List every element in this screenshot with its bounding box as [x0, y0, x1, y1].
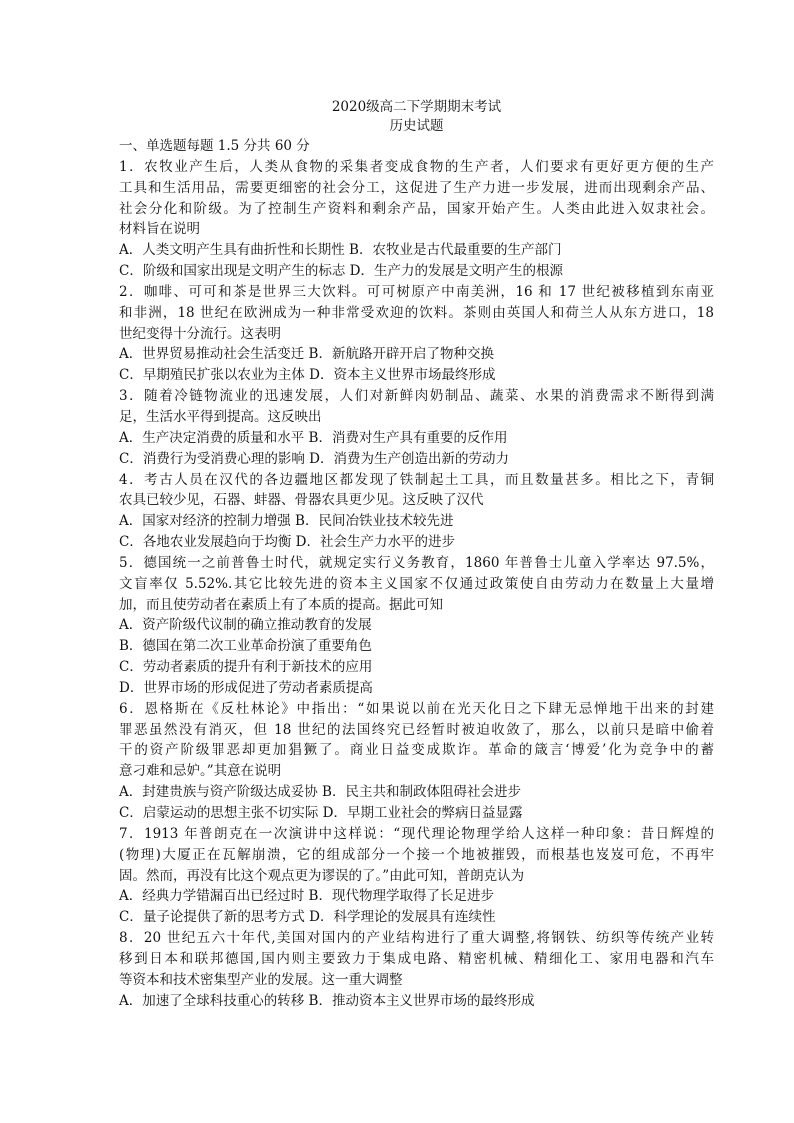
exam-body: [119, 136, 714, 1011]
text-line: 世纪变得十分流行。这表明: [119, 325, 281, 342]
text-line: 材料旨在说明: [119, 221, 200, 238]
text-line: C．各地农业发展趋向于均衡 D．社会生产力水平的进步: [119, 534, 455, 551]
text-line: 6．恩格斯在《反杜林论》中指出：“如果说以前在光天化日之下肆无忌惮地干出来的封建: [119, 700, 714, 717]
text-line: C．阶级和国家出现是文明产生的标志 D．生产力的发展是文明产生的根源: [119, 263, 563, 280]
text-line: 移到日本和联邦德国,国内则主要致力于集成电路、精密机械、精细化工、家用电器和汽车: [119, 950, 714, 967]
text-line: 文盲率仅 5.52%.其它比较先进的资本主义国家不仅通过政策使自由劳动力在数量上大量增: [119, 575, 714, 592]
text-line: A．经典力学错漏百出已经过时 B．现代物理学取得了长足进步: [119, 888, 494, 905]
text-line: B．德国在第二次工业革命扮演了重要角色: [119, 638, 372, 655]
exam-subtitle: 历史试题: [389, 118, 444, 134]
text-line: 3．随着冷链物流业的迅速发展，人们对新鲜肉奶制品、蔬菜、水果的消费需求不断得到满: [119, 388, 714, 405]
text-line: 4．考古人员在汉代的各边疆地区都发现了铁制起土工具，而且数量甚多。相比之下，青铜: [119, 471, 714, 488]
text-line: A．国家对经济的控制力增强 B．民间冶铁业技术较先进: [119, 513, 454, 530]
text-line: C．启蒙运动的思想主张不切实际 D．早期工业社会的弊病日益显露: [119, 805, 523, 821]
text-line: A．生产决定消费的质量和水平 B．消费对生产具有重要的反作用: [119, 429, 508, 446]
text-line: 5．德国统一之前普鲁士时代，就规定实行义务教育，1860 年普鲁士儿童入学率达 97.5%，: [119, 554, 714, 571]
text-line: 加，而且使劳动者在素质上有了本质的提高。据此可知: [119, 596, 443, 613]
text-line: C．早期殖民扩张以农业为主体 D．资本主义世界市场最终形成: [119, 367, 496, 384]
text-line: (物理)大厦正在瓦解崩溃，它的组成部分一个接一个地被摧毁，而根基也岌岌可危，不再牢: [119, 846, 714, 863]
text-line: 一、单选题每题 1.5 分共 60 分: [119, 138, 310, 154]
exam-title: 2020级高二下学期期末考试: [331, 99, 502, 115]
text-line: 干的资产阶级罪恶却更加猖獗了。商业日益变成欺诈。革命的箴言‘博爱’化为竞争中的蓄: [119, 742, 714, 759]
text-line: 社会分化和阶级。为了控制生产资料和剩余产品，国家开始产生。人类由此进入奴隶社会。: [119, 200, 714, 217]
text-line: 罪恶虽然没有消灭，但 18 世纪的法国终究已经暂时被迫收敛了，那么，以前只是暗中偷着: [119, 721, 714, 738]
text-line: 8．20 世纪五六十年代,美国对国内的产业结构进行了重大调整,将钢铁、纺织等传统产业转: [119, 930, 714, 947]
text-line: A．世界贸易推动社会生活变迁 B．新航路开辟开启了物种交换: [119, 346, 494, 363]
text-line: C．量子论提供了新的思考方式 D．科学理论的发展具有连续性: [119, 909, 496, 926]
text-line: 等资本和技术密集型产业的发展。这一重大调整: [119, 971, 403, 988]
text-line: 意刁难和忌妒。”其意在说明: [119, 763, 282, 780]
text-line: A．人类文明产生具有曲折性和长期性 B．农牧业是古代最重要的生产部门: [119, 242, 562, 259]
text-line: 固。然而，再没有比这个观点更为谬误的了。”由此可知，普朗克认为: [119, 867, 525, 884]
text-line: 和非洲，18 世纪在欧洲成为一种非常受欢迎的饮料。茶则由英国人和荷兰人从东方进口，18: [119, 304, 714, 321]
text-line: C．消费行为受消费心理的影响 D．消费为生产创造出新的劳动力: [119, 450, 509, 467]
text-line: 足，生活水平得到提高。这反映出: [119, 408, 322, 425]
text-line: A．加速了全球科技重心的转移 B．推动资本主义世界市场的最终形成: [119, 992, 535, 1009]
text-line: 工具和生活用品，需要更细密的社会分工，这促进了生产力进一步发展，进而出现剩余产品、: [119, 179, 714, 196]
text-line: 7．1913 年普朗克在一次演讲中这样说：“现代理论物理学给人这样一种印象：昔日辉煌的: [119, 825, 714, 842]
text-line: 农具已较少见，石器、蚌器、骨器农具更少见。这反映了汉代: [119, 492, 484, 509]
text-line: C．劳动者素质的提升有利于新技术的应用: [119, 659, 373, 676]
text-line: A．资产阶级代议制的确立推动教育的发展: [119, 617, 372, 634]
text-line: D．世界市场的形成促进了劳动者素质提高: [119, 679, 373, 696]
text-line: A．封建贵族与资产阶级达成妥协 B．民主共和制政体阻碍社会进步: [119, 784, 521, 801]
text-line: 1．农牧业产生后，人类从食物的采集者变成食物的生产者，人们要求有更好更方便的生产: [119, 158, 714, 175]
text-line: 2．咖啡、可可和茶是世界三大饮料。可可树原产中南美洲，16 和 17 世纪被移植到东南亚: [119, 283, 714, 300]
